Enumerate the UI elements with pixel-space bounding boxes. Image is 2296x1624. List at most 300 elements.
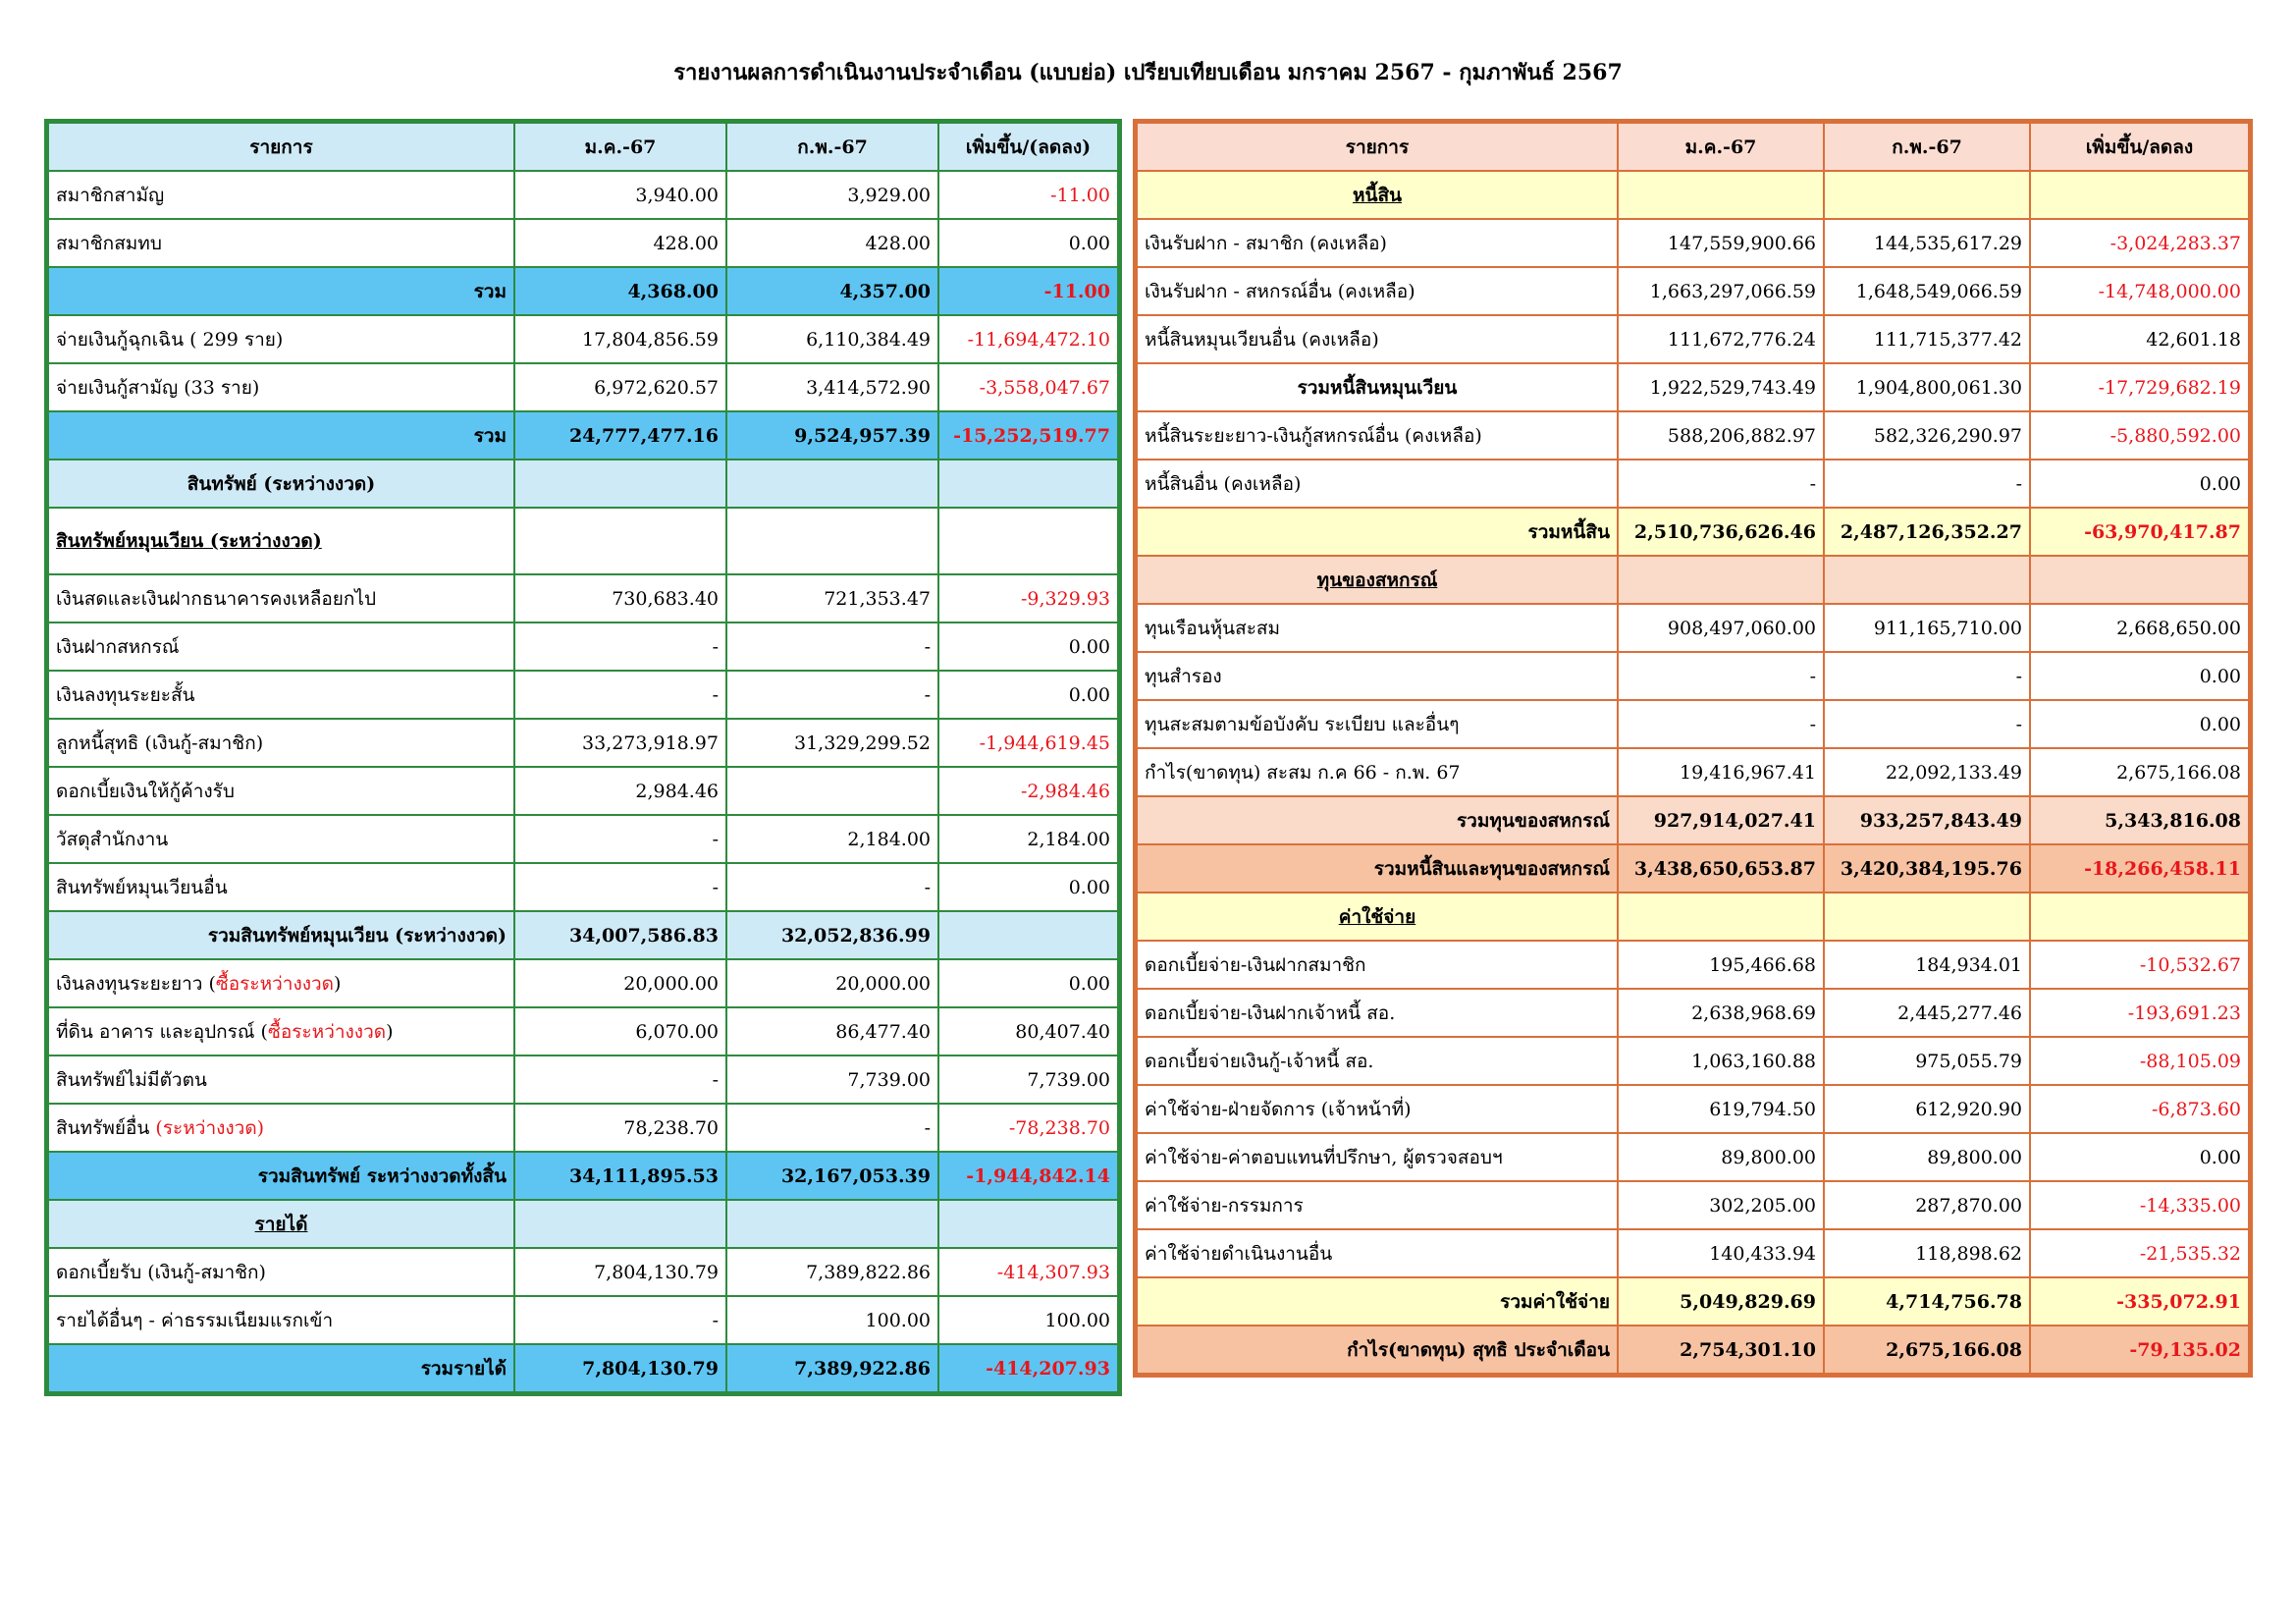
cell-jan: 5,049,829.69 bbox=[1618, 1277, 1824, 1326]
cell-diff bbox=[938, 1200, 1118, 1248]
cell-diff: -18,266,458.11 bbox=[2030, 844, 2249, 893]
cell-feb: 7,739.00 bbox=[726, 1056, 938, 1104]
row-label bbox=[48, 1296, 514, 1344]
cell-jan bbox=[514, 1200, 726, 1248]
cell-jan: 140,433.94 bbox=[1618, 1229, 1824, 1277]
cell-feb bbox=[726, 460, 938, 508]
cell-diff: -1,944,842.14 bbox=[938, 1152, 1118, 1200]
row-label bbox=[1137, 700, 1618, 748]
cell-feb: 7,389,822.86 bbox=[726, 1248, 938, 1296]
cell-diff: -414,207.93 bbox=[938, 1344, 1118, 1392]
cell-jan: - bbox=[514, 1296, 726, 1344]
cell-diff: 0.00 bbox=[2030, 652, 2249, 700]
cell-feb: 2,184.00 bbox=[726, 815, 938, 863]
row-label bbox=[48, 363, 514, 411]
table-row bbox=[1137, 748, 2249, 796]
row-label bbox=[1137, 1037, 1618, 1085]
row-label bbox=[48, 1200, 514, 1248]
cell-jan: 1,063,160.88 bbox=[1618, 1037, 1824, 1085]
cell-jan: - bbox=[514, 623, 726, 671]
row-label bbox=[1137, 556, 1618, 604]
cell-jan: 730,683.40 bbox=[514, 574, 726, 623]
cell-diff: -1,944,619.45 bbox=[938, 719, 1118, 767]
cell-jan: 34,111,895.53 bbox=[514, 1152, 726, 1200]
cell-feb: - bbox=[1824, 652, 2030, 700]
row-label bbox=[1137, 989, 1618, 1037]
row-label-tail: ) bbox=[334, 972, 342, 995]
row-label bbox=[1137, 508, 1618, 556]
table-row bbox=[48, 411, 1118, 460]
cell-jan: - bbox=[1618, 700, 1824, 748]
row-label-text: รายได้อื่นๆ - ค่าธรรมเนียมแรกเข้า bbox=[56, 1309, 334, 1331]
row-label bbox=[48, 1344, 514, 1392]
cell-jan: 2,984.46 bbox=[514, 767, 726, 815]
table-row bbox=[48, 1296, 1118, 1344]
cell-diff bbox=[2030, 893, 2249, 941]
row-label bbox=[1137, 1277, 1618, 1326]
row-label-text: หนี้สินหมุนเวียนอื่น (คงเหลือ) bbox=[1145, 328, 1379, 351]
right-table bbox=[1136, 122, 2250, 1375]
table-row bbox=[1137, 893, 2249, 941]
row-label-text: รวมหนี้สินและทุนของสหกรณ์ bbox=[1373, 857, 1610, 880]
table-header bbox=[48, 123, 1118, 171]
report-title: รายงานผลการดำเนินงานประจำเดือน (แบบย่อ) เปรียบเทียบเดือน มกราคม 2567 - กุมภาพันธ์ 2567 bbox=[673, 60, 1623, 85]
cell-feb: - bbox=[726, 1104, 938, 1152]
cell-feb: 144,535,617.29 bbox=[1824, 219, 2030, 267]
cell-jan bbox=[1618, 556, 1824, 604]
row-label bbox=[48, 671, 514, 719]
row-label-note: ซื้อระหว่างงวด bbox=[215, 972, 335, 995]
cell-jan: 33,273,918.97 bbox=[514, 719, 726, 767]
cell-jan: 3,438,650,653.87 bbox=[1618, 844, 1824, 893]
cell-jan: 6,070.00 bbox=[514, 1007, 726, 1056]
row-label-text: ค่าใช้จ่ายดำเนินงานอื่น bbox=[1145, 1242, 1333, 1265]
cell-diff: -10,532.67 bbox=[2030, 941, 2249, 989]
table-row bbox=[48, 574, 1118, 623]
cell-diff: -9,329.93 bbox=[938, 574, 1118, 623]
table-row bbox=[48, 623, 1118, 671]
row-label bbox=[1137, 748, 1618, 796]
cell-feb: 3,414,572.90 bbox=[726, 363, 938, 411]
table-row bbox=[1137, 844, 2249, 893]
cell-diff: 7,739.00 bbox=[938, 1056, 1118, 1104]
cell-jan: 34,007,586.83 bbox=[514, 911, 726, 959]
table-row bbox=[48, 671, 1118, 719]
cell-diff: 0.00 bbox=[938, 671, 1118, 719]
table-row bbox=[1137, 267, 2249, 315]
row-label-text: รวม bbox=[473, 424, 507, 447]
cell-jan: 619,794.50 bbox=[1618, 1085, 1824, 1133]
cell-feb: 89,800.00 bbox=[1824, 1133, 2030, 1181]
cell-feb: 111,715,377.42 bbox=[1824, 315, 2030, 363]
row-label bbox=[1137, 219, 1618, 267]
row-label-text: เงินรับฝาก - สมาชิก (คงเหลือ) bbox=[1145, 232, 1387, 254]
header-item: รายการ bbox=[1137, 123, 1618, 171]
cell-jan: 147,559,900.66 bbox=[1618, 219, 1824, 267]
cell-diff: -79,135.02 bbox=[2030, 1326, 2249, 1374]
table-row bbox=[1137, 1133, 2249, 1181]
table-row bbox=[1137, 1277, 2249, 1326]
row-label bbox=[48, 767, 514, 815]
cell-feb: 2,445,277.46 bbox=[1824, 989, 2030, 1037]
row-label-text: จ่ายเงินกู้ฉุกเฉิน ( 299 ราย) bbox=[56, 328, 284, 351]
row-label-text: เงินสดและเงินฝากธนาคารคงเหลือยกไป bbox=[56, 587, 377, 610]
row-label-text: ทุนสำรอง bbox=[1145, 665, 1222, 687]
row-label bbox=[48, 315, 514, 363]
cell-diff: -6,873.60 bbox=[2030, 1085, 2249, 1133]
cell-diff: -21,535.32 bbox=[2030, 1229, 2249, 1277]
cell-feb: 1,904,800,061.30 bbox=[1824, 363, 2030, 411]
cell-diff: -11,694,472.10 bbox=[938, 315, 1118, 363]
cell-feb: 184,934.01 bbox=[1824, 941, 2030, 989]
cell-feb: 287,870.00 bbox=[1824, 1181, 2030, 1229]
table-row bbox=[48, 315, 1118, 363]
cell-diff bbox=[938, 911, 1118, 959]
row-label-text: ดอกเบี้ยจ่าย-เงินฝากสมาชิก bbox=[1145, 953, 1366, 976]
row-label-text: เงินฝากสหกรณ์ bbox=[56, 635, 180, 658]
table-row bbox=[48, 1200, 1118, 1248]
table-row bbox=[1137, 1037, 2249, 1085]
cell-jan bbox=[1618, 893, 1824, 941]
cell-feb bbox=[1824, 556, 2030, 604]
cell-jan: - bbox=[514, 863, 726, 911]
cell-jan: - bbox=[1618, 460, 1824, 508]
cell-feb: 975,055.79 bbox=[1824, 1037, 2030, 1085]
table-row bbox=[48, 267, 1118, 315]
cell-jan: 24,777,477.16 bbox=[514, 411, 726, 460]
cell-diff: -14,335.00 bbox=[2030, 1181, 2249, 1229]
table-row bbox=[1137, 1181, 2249, 1229]
row-label-text: ทุนสะสมตามข้อบังคับ ระเบียบ และอื่นๆ bbox=[1145, 713, 1460, 735]
header-feb: ก.พ.-67 bbox=[726, 123, 938, 171]
row-label-text: ลูกหนี้สุทธิ (เงินกู้-สมาชิก) bbox=[56, 731, 264, 754]
row-label bbox=[48, 508, 514, 574]
cell-diff: -63,970,417.87 bbox=[2030, 508, 2249, 556]
cell-diff: -15,252,519.77 bbox=[938, 411, 1118, 460]
cell-diff: -17,729,682.19 bbox=[2030, 363, 2249, 411]
table-row bbox=[1137, 1326, 2249, 1374]
table-row bbox=[1137, 219, 2249, 267]
row-label-text: เงินรับฝาก - สหกรณ์อื่น (คงเหลือ) bbox=[1145, 280, 1415, 302]
row-label bbox=[1137, 604, 1618, 652]
cell-diff: 0.00 bbox=[938, 863, 1118, 911]
row-label bbox=[48, 574, 514, 623]
table-row bbox=[48, 508, 1118, 574]
table-row bbox=[1137, 989, 2249, 1037]
cell-feb: 20,000.00 bbox=[726, 959, 938, 1007]
table-row bbox=[48, 911, 1118, 959]
cell-feb: 32,167,053.39 bbox=[726, 1152, 938, 1200]
cell-diff: 100.00 bbox=[938, 1296, 1118, 1344]
row-label bbox=[48, 460, 514, 508]
cell-diff: -414,307.93 bbox=[938, 1248, 1118, 1296]
cell-diff: -11.00 bbox=[938, 267, 1118, 315]
cell-diff bbox=[2030, 556, 2249, 604]
cell-feb: 86,477.40 bbox=[726, 1007, 938, 1056]
table-row bbox=[48, 363, 1118, 411]
cell-feb: 3,420,384,195.76 bbox=[1824, 844, 2030, 893]
table-row bbox=[1137, 1229, 2249, 1277]
cell-diff: 0.00 bbox=[2030, 460, 2249, 508]
cell-jan: 2,638,968.69 bbox=[1618, 989, 1824, 1037]
cell-feb: 118,898.62 bbox=[1824, 1229, 2030, 1277]
cell-jan: 6,972,620.57 bbox=[514, 363, 726, 411]
row-label bbox=[48, 1007, 514, 1056]
cell-jan: 111,672,776.24 bbox=[1618, 315, 1824, 363]
cell-jan: 7,804,130.79 bbox=[514, 1344, 726, 1392]
cell-feb: 7,389,922.86 bbox=[726, 1344, 938, 1392]
row-label-text: จ่ายเงินกู้สามัญ (33 ราย) bbox=[56, 376, 260, 399]
cell-feb: 582,326,290.97 bbox=[1824, 411, 2030, 460]
row-label-text: รวมค่าใช้จ่าย bbox=[1500, 1290, 1610, 1313]
header-diff: เพิ่มขึ้น/ลดลง bbox=[2030, 123, 2249, 171]
row-label bbox=[48, 1104, 514, 1152]
table-row bbox=[48, 1152, 1118, 1200]
cell-jan: 2,510,736,626.46 bbox=[1618, 508, 1824, 556]
row-label-text: สินทรัพย์หมุนเวียน (ระหว่างงวด) bbox=[56, 530, 322, 552]
cell-diff: 2,675,166.08 bbox=[2030, 748, 2249, 796]
cell-diff: 0.00 bbox=[938, 623, 1118, 671]
cell-feb: 9,524,957.39 bbox=[726, 411, 938, 460]
row-label-text: สินทรัพย์ (ระหว่างงวด) bbox=[187, 472, 376, 495]
row-label-text: ดอกเบี้ยจ่าย-เงินฝากเจ้าหนี้ สอ. bbox=[1145, 1001, 1396, 1024]
cell-diff: -2,984.46 bbox=[938, 767, 1118, 815]
cell-feb: 2,487,126,352.27 bbox=[1824, 508, 2030, 556]
row-label bbox=[1137, 941, 1618, 989]
row-label bbox=[48, 911, 514, 959]
table-row bbox=[48, 767, 1118, 815]
cell-jan: - bbox=[514, 815, 726, 863]
row-label-text: รวมสินทรัพย์หมุนเวียน (ระหว่างงวด) bbox=[207, 924, 507, 947]
row-label bbox=[1137, 460, 1618, 508]
cell-feb: - bbox=[726, 671, 938, 719]
cell-diff: -193,691.23 bbox=[2030, 989, 2249, 1037]
cell-diff: 80,407.40 bbox=[938, 1007, 1118, 1056]
header-item: รายการ bbox=[48, 123, 514, 171]
cell-diff: 0.00 bbox=[2030, 700, 2249, 748]
cell-jan: 588,206,882.97 bbox=[1618, 411, 1824, 460]
cell-jan bbox=[514, 508, 726, 574]
cell-feb: 6,110,384.49 bbox=[726, 315, 938, 363]
row-label-text: หนี้สินอื่น (คงเหลือ) bbox=[1145, 472, 1302, 495]
table-row bbox=[48, 1104, 1118, 1152]
row-label-text: รวมทุนของสหกรณ์ bbox=[1456, 809, 1610, 832]
cell-jan bbox=[514, 460, 726, 508]
row-label-text: รวมหนี้สิน bbox=[1527, 520, 1610, 543]
row-label bbox=[48, 1056, 514, 1104]
row-label bbox=[1137, 315, 1618, 363]
table-row bbox=[1137, 411, 2249, 460]
cell-jan: 89,800.00 bbox=[1618, 1133, 1824, 1181]
row-label bbox=[1137, 893, 1618, 941]
table-row bbox=[48, 815, 1118, 863]
row-label-text: เงินลงทุนระยะสั้น bbox=[56, 683, 195, 706]
header-jan: ม.ค.-67 bbox=[514, 123, 726, 171]
row-label bbox=[48, 1248, 514, 1296]
row-label-note: ซื้อระหว่างงวด bbox=[267, 1020, 387, 1043]
cell-jan: - bbox=[514, 671, 726, 719]
cell-jan: 3,940.00 bbox=[514, 171, 726, 219]
cell-feb bbox=[1824, 893, 2030, 941]
row-label bbox=[48, 267, 514, 315]
header-jan: ม.ค.-67 bbox=[1618, 123, 1824, 171]
row-label bbox=[1137, 267, 1618, 315]
cell-feb: 428.00 bbox=[726, 219, 938, 267]
cell-feb: - bbox=[726, 863, 938, 911]
row-label-text: สมาชิกสามัญ bbox=[56, 184, 165, 206]
row-label-text: หนี้สิน bbox=[1352, 184, 1403, 206]
header-diff: เพิ่มขึ้น/(ลดลง) bbox=[938, 123, 1118, 171]
cell-jan: 17,804,856.59 bbox=[514, 315, 726, 363]
cell-diff bbox=[938, 508, 1118, 574]
cell-jan: - bbox=[514, 1056, 726, 1104]
cell-jan: - bbox=[1618, 652, 1824, 700]
row-label-text: รวม bbox=[473, 280, 507, 302]
row-label-text: สินทรัพย์อื่น bbox=[56, 1116, 156, 1139]
cell-feb bbox=[1824, 171, 2030, 219]
cell-feb: 32,052,836.99 bbox=[726, 911, 938, 959]
row-label bbox=[1137, 411, 1618, 460]
row-label-text: สมาชิกสมทบ bbox=[56, 232, 162, 254]
row-label-text: กำไร(ขาดทุน) สุทธิ ประจำเดือน bbox=[1347, 1338, 1610, 1361]
cell-feb: 933,257,843.49 bbox=[1824, 796, 2030, 844]
row-label-text: วัสดุสำนักงาน bbox=[56, 828, 169, 850]
cell-jan: 19,416,967.41 bbox=[1618, 748, 1824, 796]
row-label bbox=[1137, 1181, 1618, 1229]
cell-feb: 22,092,133.49 bbox=[1824, 748, 2030, 796]
table-row bbox=[48, 719, 1118, 767]
table-row bbox=[48, 1007, 1118, 1056]
table-row bbox=[48, 1248, 1118, 1296]
table-row bbox=[48, 1344, 1118, 1392]
row-label bbox=[1137, 363, 1618, 411]
row-label bbox=[1137, 844, 1618, 893]
cell-jan: 927,914,027.41 bbox=[1618, 796, 1824, 844]
row-label bbox=[1137, 171, 1618, 219]
table-row bbox=[1137, 460, 2249, 508]
cell-feb: 100.00 bbox=[726, 1296, 938, 1344]
row-label-text: รวมรายได้ bbox=[420, 1357, 507, 1380]
row-label-text: ดอกเบี้ยจ่ายเงินกู้-เจ้าหนี้ สอ. bbox=[1145, 1050, 1374, 1072]
table-row bbox=[48, 171, 1118, 219]
row-label-text: รวมสินทรัพย์ ระหว่างงวดทั้งสิ้น bbox=[257, 1164, 507, 1187]
cell-jan bbox=[1618, 171, 1824, 219]
cell-feb: 721,353.47 bbox=[726, 574, 938, 623]
row-label-tail: ) bbox=[386, 1020, 394, 1043]
cell-jan: 20,000.00 bbox=[514, 959, 726, 1007]
row-label bbox=[48, 171, 514, 219]
table-row bbox=[48, 1056, 1118, 1104]
table-row bbox=[1137, 556, 2249, 604]
cell-jan: 428.00 bbox=[514, 219, 726, 267]
cell-jan: 195,466.68 bbox=[1618, 941, 1824, 989]
row-label-text: ดอกเบี้ยรับ (เงินกู้-สมาชิก) bbox=[56, 1261, 266, 1283]
cell-feb: 911,165,710.00 bbox=[1824, 604, 2030, 652]
cell-feb: 4,714,756.78 bbox=[1824, 1277, 2030, 1326]
left-table bbox=[47, 122, 1119, 1393]
row-label-text: ที่ดิน อาคาร และอุปกรณ์ ( bbox=[56, 1020, 268, 1043]
cell-diff: -3,558,047.67 bbox=[938, 363, 1118, 411]
table-row bbox=[48, 959, 1118, 1007]
cell-feb: 3,929.00 bbox=[726, 171, 938, 219]
cell-diff: -335,072.91 bbox=[2030, 1277, 2249, 1326]
cell-feb: 612,920.90 bbox=[1824, 1085, 2030, 1133]
row-label bbox=[1137, 1229, 1618, 1277]
cell-feb bbox=[726, 767, 938, 815]
row-label-text: รวมหนี้สินหมุนเวียน bbox=[1297, 376, 1458, 399]
table-header bbox=[1137, 123, 2249, 171]
cell-jan: 1,663,297,066.59 bbox=[1618, 267, 1824, 315]
table-row bbox=[1137, 508, 2249, 556]
row-label-text: ค่าใช้จ่าย-ฝ่ายจัดการ (เจ้าหน้าที่) bbox=[1145, 1098, 1412, 1120]
cell-jan: 908,497,060.00 bbox=[1618, 604, 1824, 652]
row-label bbox=[48, 863, 514, 911]
row-label-text: รายได้ bbox=[254, 1213, 308, 1235]
row-label bbox=[48, 411, 514, 460]
row-label bbox=[48, 1152, 514, 1200]
cell-feb: 1,648,549,066.59 bbox=[1824, 267, 2030, 315]
cell-feb: - bbox=[1824, 460, 2030, 508]
row-label bbox=[48, 623, 514, 671]
table-row bbox=[1137, 796, 2249, 844]
cell-jan: 2,754,301.10 bbox=[1618, 1326, 1824, 1374]
cell-jan: 78,238.70 bbox=[514, 1104, 726, 1152]
row-label-text: ค่าใช้จ่าย-กรรมการ bbox=[1145, 1194, 1304, 1217]
cell-feb: 4,357.00 bbox=[726, 267, 938, 315]
row-label-text: สินทรัพย์หมุนเวียนอื่น bbox=[56, 876, 228, 898]
table-row bbox=[1137, 315, 2249, 363]
table-row bbox=[1137, 171, 2249, 219]
cell-diff bbox=[938, 460, 1118, 508]
cell-jan: 1,922,529,743.49 bbox=[1618, 363, 1824, 411]
table-row bbox=[48, 460, 1118, 508]
cell-diff: 2,184.00 bbox=[938, 815, 1118, 863]
table-row bbox=[1137, 652, 2249, 700]
cell-diff: 0.00 bbox=[2030, 1133, 2249, 1181]
row-label bbox=[48, 959, 514, 1007]
cell-feb bbox=[726, 1200, 938, 1248]
row-label bbox=[1137, 796, 1618, 844]
row-label-text: สินทรัพย์ไม่มีตัวตน bbox=[56, 1068, 207, 1091]
row-label bbox=[48, 815, 514, 863]
cell-feb: 2,675,166.08 bbox=[1824, 1326, 2030, 1374]
cell-diff: -3,024,283.37 bbox=[2030, 219, 2249, 267]
table-row bbox=[1137, 1085, 2249, 1133]
row-label bbox=[48, 719, 514, 767]
cell-diff: 42,601.18 bbox=[2030, 315, 2249, 363]
row-label bbox=[1137, 1133, 1618, 1181]
cell-diff: -78,238.70 bbox=[938, 1104, 1118, 1152]
cell-diff: 0.00 bbox=[938, 219, 1118, 267]
row-label-note: (ระหว่างงวด) bbox=[155, 1116, 265, 1139]
cell-diff bbox=[2030, 171, 2249, 219]
cell-diff: 2,668,650.00 bbox=[2030, 604, 2249, 652]
cell-feb bbox=[726, 508, 938, 574]
row-label bbox=[1137, 1326, 1618, 1374]
cell-diff: 0.00 bbox=[938, 959, 1118, 1007]
cell-feb: 31,329,299.52 bbox=[726, 719, 938, 767]
table-row bbox=[1137, 700, 2249, 748]
cell-diff: -14,748,000.00 bbox=[2030, 267, 2249, 315]
row-label-text: ทุนของสหกรณ์ bbox=[1316, 568, 1438, 591]
cell-diff: -5,880,592.00 bbox=[2030, 411, 2249, 460]
row-label-text: กำไร(ขาดทุน) สะสม ก.ค 66 - ก.พ. 67 bbox=[1145, 761, 1461, 784]
cell-feb: - bbox=[726, 623, 938, 671]
row-label bbox=[1137, 1085, 1618, 1133]
cell-jan: 302,205.00 bbox=[1618, 1181, 1824, 1229]
table-row bbox=[1137, 363, 2249, 411]
row-label-text: หนี้สินระยะยาว-เงินกู้สหกรณ์อื่น (คงเหลือ) bbox=[1145, 424, 1482, 447]
